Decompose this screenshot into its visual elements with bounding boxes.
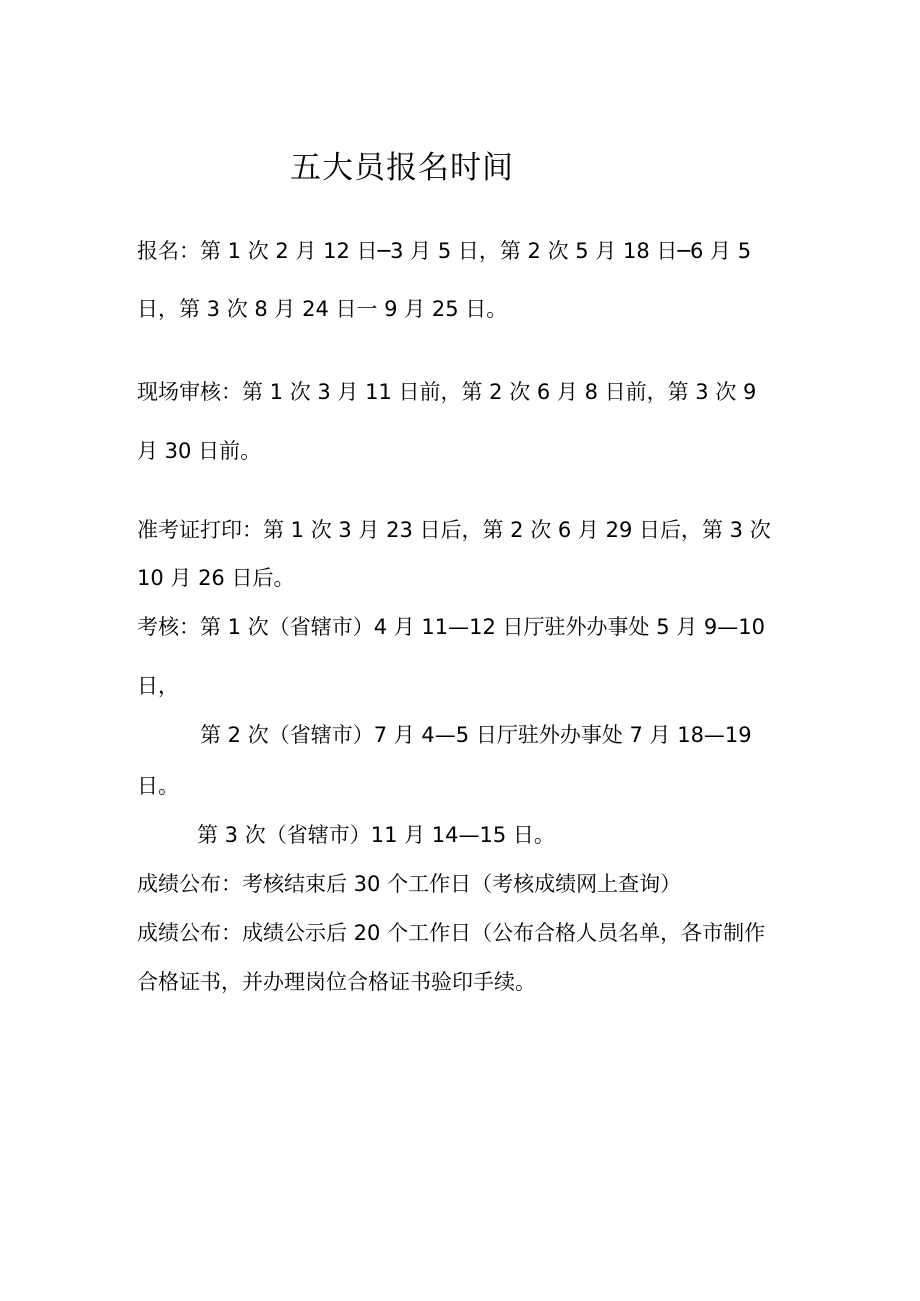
score-publication-line-2: 合格证书，并办理岗位合格证书验印手续。 bbox=[137, 970, 536, 994]
document-title: 五大员报名时间 bbox=[290, 150, 514, 186]
admission-ticket-line-2: 10 月 26 日后。 bbox=[137, 566, 295, 590]
score-publication-line-1: 成绩公布：成绩公示后 20 个工作日（公布合格人员名单，各市制作 bbox=[137, 921, 766, 945]
admission-ticket-line-1: 准考证打印：第 1 次 3 月 23 日后，第 2 次 6 月 29 日后，第 3 次 bbox=[137, 518, 771, 542]
onsite-review-line-2: 月 30 日前。 bbox=[137, 439, 262, 463]
registration-line-2: 日，第 3 次 8 月 24 日一 9 月 25 日。 bbox=[137, 297, 508, 321]
exam-line-2: 日， bbox=[137, 674, 179, 698]
registration-line-1: 报名：第 1 次 2 月 12 日─3 月 5 日，第 2 次 5 月 18 日─6 月 5 bbox=[137, 239, 752, 263]
exam-line-1: 考核：第 1 次（省辖市）4 月 11—12 日厅驻外办事处 5 月 9—10 bbox=[137, 615, 766, 639]
exam-line-4: 日。 bbox=[137, 774, 179, 798]
onsite-review-line-1: 现场审核：第 1 次 3 月 11 日前，第 2 次 6 月 8 日前，第 3 次 9 bbox=[137, 380, 757, 404]
exam-line-3: 第 2 次（省辖市）7 月 4—5 日厅驻外办事处 7 月 18—19 bbox=[200, 723, 752, 747]
score-release-line: 成绩公布：考核结束后 30 个工作日（考核成绩网上查询） bbox=[137, 872, 682, 896]
exam-line-5: 第 3 次（省辖市）11 月 14—15 日。 bbox=[197, 823, 555, 847]
